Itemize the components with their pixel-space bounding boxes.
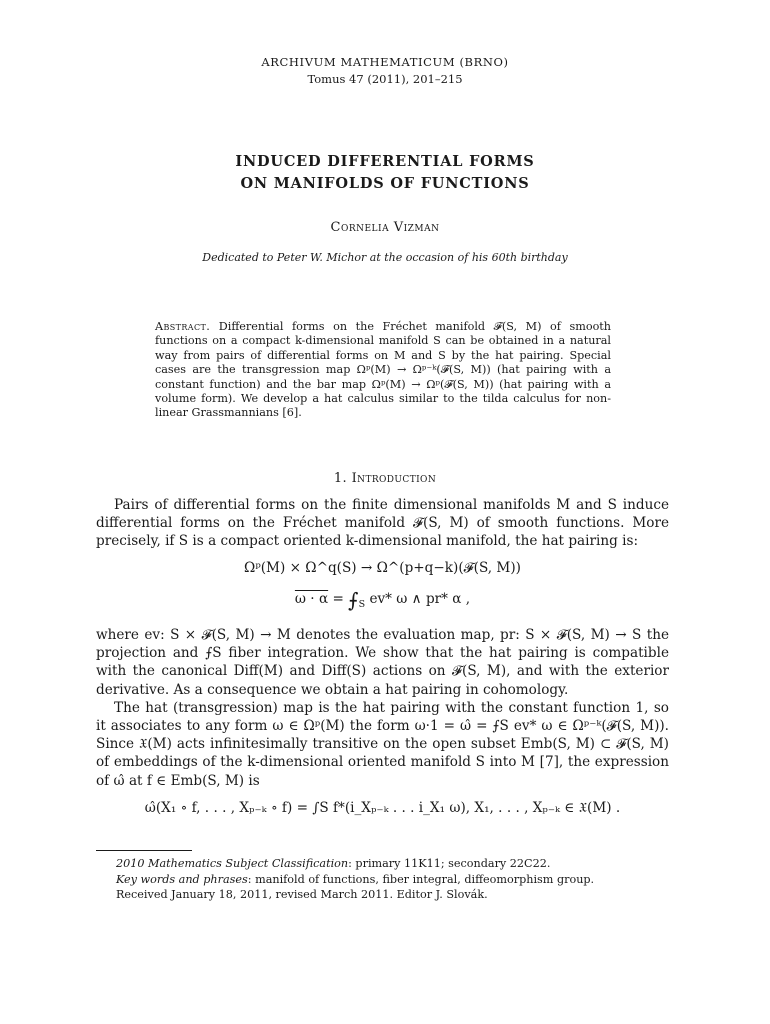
paper-title [0, 151, 770, 195]
footnote-msc [116, 856, 676, 872]
section-title: Introduction [351, 471, 437, 486]
msc-label: 2010 Mathematics Subject Classification [116, 857, 349, 870]
journal-name: ARCHIVUM MATHEMATICUM (BRNO) [261, 55, 509, 69]
footnote-keywords [116, 872, 676, 888]
paragraph-2: where ev: S × 𝓕(S, M) → M denotes the evaluation map, pr: S × 𝓕(S, M) → S the projection and ⨍S fiber integration. We show that the hat pairing is compatible with the canonical Diff(M) and Diff(S) actions on 𝓕(S, M), and with the exterior derivative. As a consequence we obtain a hat pairing in cohomology. [96, 627, 669, 698]
keywords-text: : manifold of functions, fiber integral, diffeomorphism group. [247, 872, 595, 886]
equation-hat-pairing-map: Ωᵖ(M) × Ω^q(S) → Ω^(p+q−k)(𝓕(S, M)) [244, 560, 521, 576]
equation-hat-map-expression: ω̂(X₁ ∘ f, . . . , Xₚ₋ₖ ∘ f) = ∫S f*(i_Xₚ₋ₖ . . . i_X₁ ω), X₁, . . . , Xₚ₋ₖ ∈ 𝔛(M) . [144, 800, 621, 816]
footnote-rule [96, 850, 192, 851]
title-line-2: ON MANIFOLDS OF FUNCTIONS [240, 175, 530, 192]
paragraph-2-3 [96, 626, 669, 790]
abstract [155, 320, 611, 421]
dedication: Dedicated to Peter W. Michor at the occasion of his 60th birthday [202, 251, 568, 264]
paragraph-1: Pairs of differential forms on the finite dimensional manifolds M and S induce differential forms on the Fréchet manifold 𝓕(S, M) of smooth functions. More precisely, if S is a compact oriented k-dimensional manifold, the hat pairing is: [96, 497, 669, 550]
abstract-label: Abstract. [155, 320, 211, 333]
section-heading [0, 471, 770, 486]
equation-rhs: ev* ω ∧ pr* α , [369, 591, 471, 607]
section-number: 1. [333, 471, 348, 486]
fiber-integral-symbol: ⨍ [348, 588, 359, 612]
title-line-1: INDUCED DIFFERENTIAL FORMS [235, 153, 535, 170]
equation-lhs: ω · α [294, 591, 329, 607]
equals-sign: = [332, 591, 349, 607]
journal-volume: Tomus 47 (2011), 201–215 [307, 72, 463, 86]
author-name: Cornelia Vizman [330, 220, 440, 235]
footnote-received: Received January 18, 2011, revised March 2011. Editor J. Slovák. [116, 888, 488, 901]
footnotes [116, 856, 676, 903]
paragraph-3: The hat (transgression) map is the hat pairing with the constant function 1, so it associates to any form ω ∈ Ωᵖ(M) the form ω·1 = ω̂ = ⨍S ev* ω ∈ Ωᵖ⁻ᵏ(𝓕(S, M)). Since 𝔛(M) acts infinitesimally transitive on the open subset Emb(S, M) ⊂ 𝓕(S, M) of embeddings of the k-dimensional oriented manifold S into M [7], the expression of ω̂ at f ∈ Emb(S, M) is [96, 699, 669, 789]
equation-hat-pairing-definition [96, 588, 669, 612]
keywords-label: Key words and phrases [116, 872, 248, 886]
integral-subscript: S [358, 599, 366, 610]
abstract-text: Differential forms on the Fréchet manifold 𝓕(S, M) of smooth functions on a compact k-dimensional manifold S can be obtained in a natural way from pairs of differential forms on M and S by the hat pairing. Special cases are the transgression map Ωᵖ(M) → Ωᵖ⁻ᵏ(𝓕(S, M)) (hat pairing with a constant function) and the bar map Ωᵖ(M) → Ωᵖ(𝓕(S, M)) (hat pairing with a volume form). We develop a hat calculus similar to the tilda calculus for non-linear Grassmannians [6]. [155, 320, 612, 420]
msc-text: : primary 11K11; secondary 22C22. [348, 857, 551, 870]
